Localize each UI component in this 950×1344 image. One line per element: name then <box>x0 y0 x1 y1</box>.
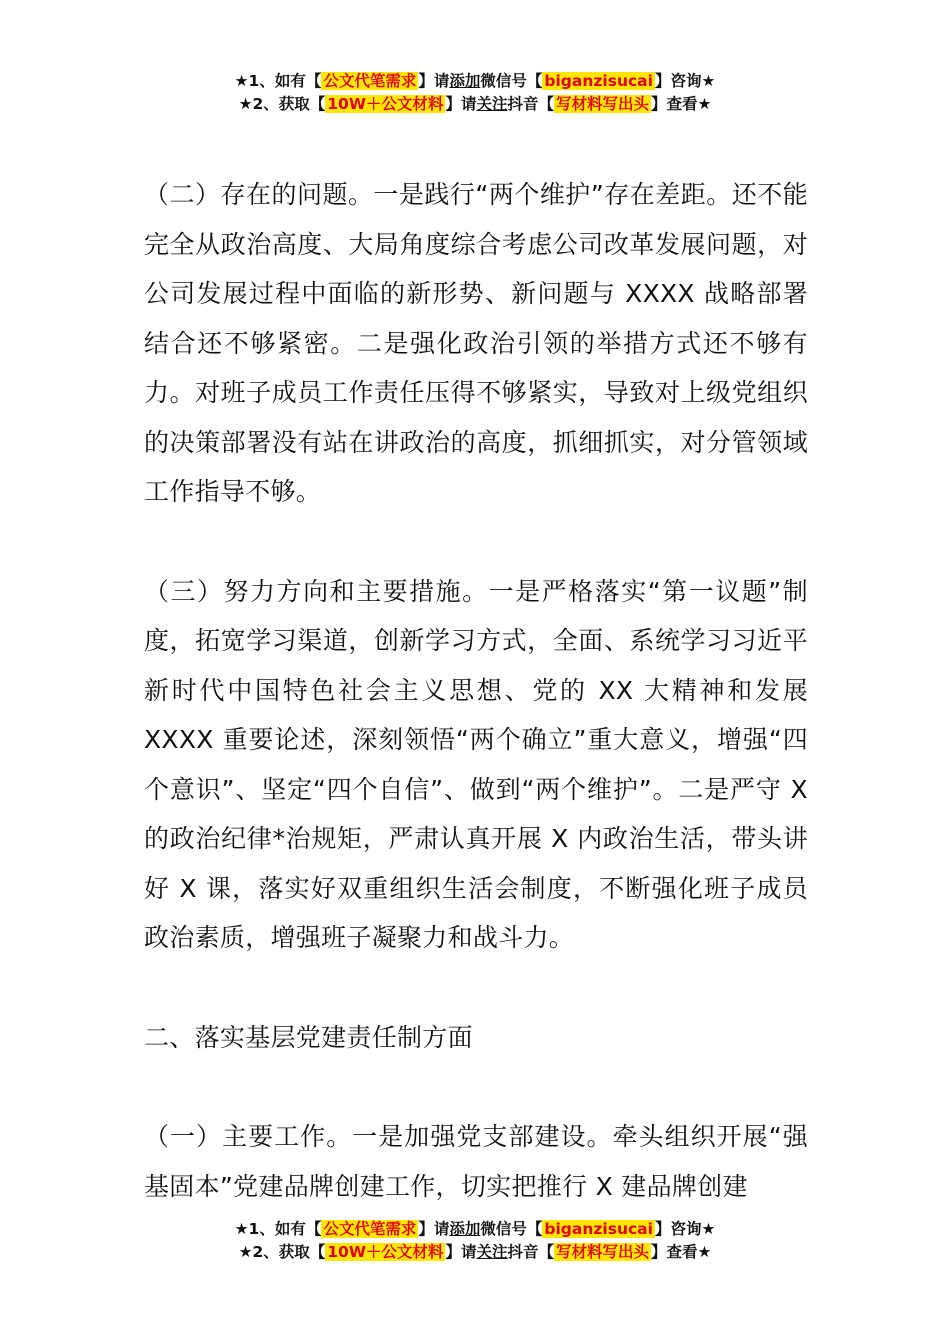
banner-line-2: ★2、获取【 10W＋公文材料 】请关注抖音【 写材料写出头 】查看★ <box>238 1243 712 1261</box>
highlight-materials: 10W＋公文材料 <box>327 1243 444 1261</box>
document-body <box>144 170 808 1211</box>
section-heading: 二、落实基层党建责任制方面 <box>144 1022 473 1052</box>
banner-line-1: ★1、如有【 公文代笔需求 】请添加微信号【 biganzisucai 】咨询★ <box>234 1220 716 1238</box>
highlight-douyin-account: 写材料写出头 <box>555 1243 649 1261</box>
highlight-douyin-account: 写材料写出头 <box>555 95 649 113</box>
header-banner <box>0 70 950 116</box>
footer-banner <box>0 1218 950 1264</box>
highlight-wechat-id: biganzisucai <box>544 72 653 90</box>
paragraph-existing-problems: （二）存在的问题。一是践行“两个维护”存在差距。还不能完全从政治高度、大局角度综合考虑公司改革发展问题，对公司发展过程中面临的新形势、新问题与 XXXX 战略部署结合还不够紧密。二是强化政治引领的举措方式还不够有力。对班子成员工作责任压得不够紧实，导致对上级党组织的决策部署没有站在讲政治的高度，抓细抓实，对分管领域工作指导不够。 <box>144 180 808 506</box>
banner-line-1: ★1、如有【 公文代笔需求 】请添加微信号【 biganzisucai 】咨询★ <box>234 72 716 90</box>
highlight-service: 公文代笔需求 <box>323 72 417 90</box>
highlight-wechat-id: biganzisucai <box>544 1220 653 1238</box>
banner-line-2: ★2、获取【 10W＋公文材料 】请关注抖音【 写材料写出头 】查看★ <box>238 95 712 113</box>
highlight-service: 公文代笔需求 <box>323 1220 417 1238</box>
paragraph-main-work: （一）主要工作。一是加强党支部建设。牵头组织开展“强基固本”党建品牌创建工作，切实把推行 X 建品牌创建 <box>144 1122 808 1201</box>
paragraph-measures: （三）努力方向和主要措施。一是严格落实“第一议题”制度，拓宽学习渠道，创新学习方式，全面、系统学习习近平新时代中国特色社会主义思想、党的 XX 大精神和发展 XXXX 重要论述，深刻领悟“两个确立”重大意义，增强“四个意识”、坚定“四个自信”、做到“两个维护”。二是严守 X 的政治纪律*治规矩，严肃认真开展 X 内政治生活，带头讲好 X 课，落实好双重组织生活会制度，不断强化班子成员政治素质，增强班子凝聚力和战斗力。 <box>144 576 808 952</box>
highlight-materials: 10W＋公文材料 <box>327 95 444 113</box>
